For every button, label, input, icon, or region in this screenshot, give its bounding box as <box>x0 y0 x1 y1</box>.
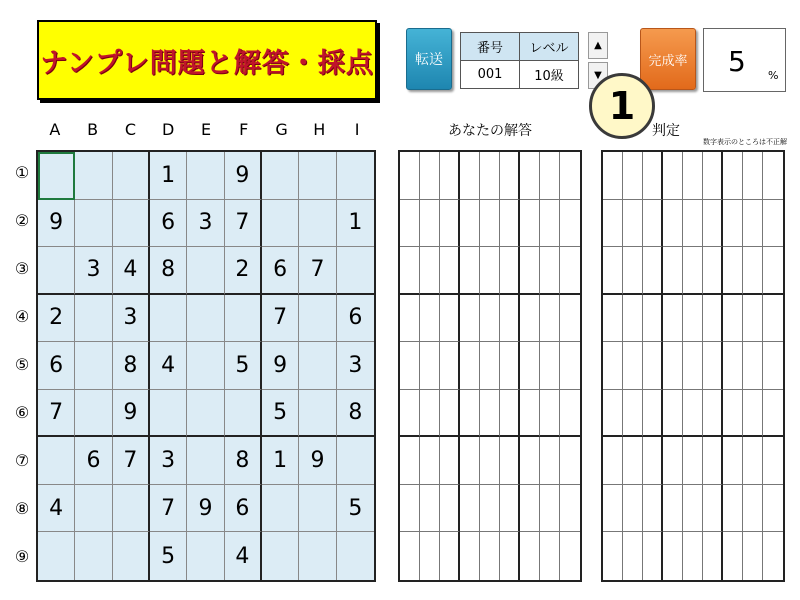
completion-rate-unit: % <box>768 69 779 82</box>
judge-cell <box>743 152 763 200</box>
answer-cell[interactable] <box>480 437 500 485</box>
answer-cell[interactable] <box>440 485 460 533</box>
row-header-2: ② <box>14 211 30 230</box>
judge-cell <box>623 247 643 295</box>
answer-cell[interactable] <box>560 437 580 485</box>
puzzle-cell[interactable] <box>225 390 262 438</box>
answer-cell[interactable] <box>440 152 460 200</box>
judge-cell <box>643 485 663 533</box>
puzzle-cell[interactable] <box>150 295 187 343</box>
judge-cell <box>663 152 683 200</box>
answer-cell[interactable] <box>540 247 560 295</box>
answer-cell[interactable] <box>480 295 500 343</box>
judge-cell <box>643 152 663 200</box>
judge-cell <box>683 295 703 343</box>
judge-cell <box>663 342 683 390</box>
judge-cell <box>623 532 643 580</box>
puzzle-cell[interactable]: 9 <box>113 390 150 438</box>
puzzle-cell[interactable] <box>337 437 374 485</box>
puzzle-cell[interactable] <box>337 247 374 295</box>
puzzle-cell[interactable]: 2 <box>225 247 262 295</box>
judge-cell <box>683 437 703 485</box>
puzzle-cell[interactable]: 5 <box>337 485 374 533</box>
completion-rate-button[interactable]: 完成率 <box>640 28 696 90</box>
judge-cell <box>743 295 763 343</box>
puzzle-cell[interactable]: 7 <box>299 247 336 295</box>
puzzle-cell[interactable]: 3 <box>187 200 224 248</box>
puzzle-cell[interactable]: 8 <box>113 342 150 390</box>
judge-cell <box>743 485 763 533</box>
puzzle-cell[interactable]: 6 <box>75 437 112 485</box>
answer-cell[interactable] <box>520 532 540 580</box>
completion-rate-box <box>703 28 786 92</box>
judge-cell <box>623 342 643 390</box>
answer-cell[interactable] <box>500 485 520 533</box>
puzzle-cell[interactable] <box>299 342 336 390</box>
judge-grid <box>601 150 785 582</box>
puzzle-cell[interactable] <box>299 532 336 580</box>
answer-cell[interactable] <box>440 532 460 580</box>
puzzle-cell[interactable]: 1 <box>337 200 374 248</box>
puzzle-cell[interactable] <box>75 152 112 200</box>
answer-cell[interactable] <box>520 390 540 438</box>
judge-cell <box>603 532 623 580</box>
judge-cell <box>643 437 663 485</box>
judge-cell <box>743 247 763 295</box>
judge-cell <box>763 295 783 343</box>
judge-cell <box>663 200 683 248</box>
puzzle-cell[interactable]: 8 <box>150 247 187 295</box>
judge-cell <box>663 437 683 485</box>
column-header-g: G <box>275 120 288 139</box>
answer-cell[interactable] <box>460 200 480 248</box>
judge-cell <box>743 390 763 438</box>
judge-cell <box>743 437 763 485</box>
answer-cell[interactable] <box>460 437 480 485</box>
row-header-6: ⑥ <box>14 403 30 422</box>
answer-cell[interactable] <box>500 247 520 295</box>
puzzle-cell[interactable] <box>299 152 336 200</box>
answer-cell[interactable] <box>400 152 420 200</box>
level-header: レベル <box>520 33 579 61</box>
judge-cell <box>763 152 783 200</box>
answer-cell[interactable] <box>460 532 480 580</box>
puzzle-cell[interactable]: 9 <box>262 342 299 390</box>
puzzle-cell[interactable]: 3 <box>150 437 187 485</box>
judge-cell <box>723 295 743 343</box>
answer-cell[interactable] <box>420 485 440 533</box>
answer-cell[interactable] <box>440 295 460 343</box>
answer-cell[interactable] <box>540 485 560 533</box>
column-header-a: A <box>49 120 61 139</box>
judge-cell <box>703 532 723 580</box>
judge-title: 判定 <box>652 123 680 139</box>
level-value[interactable]: 10級 <box>520 61 579 89</box>
puzzle-cell[interactable]: 5 <box>225 342 262 390</box>
judge-cell <box>603 485 623 533</box>
answer-cell[interactable] <box>420 342 440 390</box>
answer-cell[interactable] <box>440 437 460 485</box>
answer-cell[interactable] <box>400 485 420 533</box>
judge-cell <box>603 200 623 248</box>
number-value[interactable]: 001 <box>461 61 520 89</box>
judge-cell <box>703 485 723 533</box>
judge-cell <box>603 437 623 485</box>
judge-cell <box>643 342 663 390</box>
answer-cell[interactable] <box>520 200 540 248</box>
answer-cell[interactable] <box>440 342 460 390</box>
puzzle-cell[interactable]: 6 <box>225 485 262 533</box>
puzzle-cell[interactable]: 7 <box>262 295 299 343</box>
answer-cell[interactable] <box>540 390 560 438</box>
judge-cell <box>663 247 683 295</box>
judge-cell <box>763 390 783 438</box>
answer-cell[interactable] <box>420 437 440 485</box>
answer-cell[interactable] <box>520 485 540 533</box>
column-header-c: C <box>124 120 137 139</box>
puzzle-cell[interactable]: 6 <box>150 200 187 248</box>
puzzle-cell[interactable]: 9 <box>299 437 336 485</box>
judge-cell <box>723 342 743 390</box>
answer-cell[interactable] <box>460 247 480 295</box>
row-header-8: ⑧ <box>14 499 30 518</box>
answer-cell[interactable] <box>560 342 580 390</box>
judge-cell <box>723 437 743 485</box>
column-header-b: B <box>87 120 99 139</box>
puzzle-cell[interactable] <box>113 152 150 200</box>
puzzle-cell[interactable] <box>75 295 112 343</box>
answer-cell[interactable] <box>540 532 560 580</box>
judge-note: 数字表示のところは不正解 <box>703 138 787 146</box>
puzzle-cell[interactable] <box>113 532 150 580</box>
puzzle-cell[interactable]: 5 <box>262 390 299 438</box>
answer-cell[interactable] <box>400 295 420 343</box>
judge-cell <box>683 200 703 248</box>
puzzle-cell[interactable] <box>225 295 262 343</box>
judge-cell <box>763 437 783 485</box>
puzzle-cell[interactable] <box>299 485 336 533</box>
answer-cell[interactable] <box>520 342 540 390</box>
answer-cell[interactable] <box>480 200 500 248</box>
puzzle-cell[interactable]: 2 <box>38 295 75 343</box>
judge-cell <box>743 200 763 248</box>
puzzle-cell[interactable]: 4 <box>38 485 75 533</box>
puzzle-cell[interactable] <box>187 390 224 438</box>
answer-grid <box>398 150 582 582</box>
judge-cell <box>743 342 763 390</box>
answer-cell[interactable] <box>520 437 540 485</box>
answer-cell[interactable] <box>460 295 480 343</box>
puzzle-cell[interactable]: 4 <box>225 532 262 580</box>
judge-cell <box>703 247 723 295</box>
puzzle-cell[interactable] <box>337 532 374 580</box>
answer-cell[interactable] <box>500 152 520 200</box>
answer-cell[interactable] <box>440 247 460 295</box>
puzzle-cell[interactable] <box>337 152 374 200</box>
puzzle-cell[interactable] <box>75 200 112 248</box>
judge-cell <box>663 485 683 533</box>
judge-cell <box>683 532 703 580</box>
judge-cell <box>643 200 663 248</box>
judge-cell <box>623 390 643 438</box>
puzzle-cell[interactable]: 6 <box>337 295 374 343</box>
judge-cell <box>683 342 703 390</box>
judge-cell <box>763 247 783 295</box>
judge-cell <box>723 152 743 200</box>
answer-cell[interactable] <box>540 200 560 248</box>
puzzle-cell[interactable]: 6 <box>38 342 75 390</box>
answer-cell[interactable] <box>480 390 500 438</box>
answer-cell[interactable] <box>560 295 580 343</box>
judge-cell <box>623 200 643 248</box>
step-number-badge: 1 <box>589 73 655 139</box>
answer-cell[interactable] <box>540 152 560 200</box>
puzzle-cell[interactable]: 3 <box>75 247 112 295</box>
judge-cell <box>623 437 643 485</box>
puzzle-cell[interactable] <box>187 152 224 200</box>
puzzle-cell[interactable] <box>299 295 336 343</box>
answer-cell[interactable] <box>560 152 580 200</box>
puzzle-cell[interactable]: 3 <box>337 342 374 390</box>
answer-cell[interactable] <box>480 485 500 533</box>
puzzle-cell[interactable]: 4 <box>113 247 150 295</box>
answer-cell[interactable] <box>520 247 540 295</box>
answer-cell[interactable] <box>440 200 460 248</box>
puzzle-cell[interactable] <box>38 152 75 200</box>
answer-cell[interactable] <box>560 532 580 580</box>
answer-cell[interactable] <box>400 390 420 438</box>
judge-cell <box>763 200 783 248</box>
puzzle-cell[interactable]: 9 <box>187 485 224 533</box>
judge-cell <box>623 152 643 200</box>
puzzle-cell[interactable] <box>187 437 224 485</box>
answer-cell[interactable] <box>400 200 420 248</box>
answer-cell[interactable] <box>500 437 520 485</box>
judge-cell <box>663 295 683 343</box>
answer-cell[interactable] <box>540 437 560 485</box>
answer-cell[interactable] <box>480 152 500 200</box>
puzzle-info-table <box>460 32 579 89</box>
answer-cell[interactable] <box>540 342 560 390</box>
answer-cell[interactable] <box>540 295 560 343</box>
answer-cell[interactable] <box>420 152 440 200</box>
judge-cell <box>723 485 743 533</box>
judge-cell <box>683 152 703 200</box>
answer-cell[interactable] <box>460 390 480 438</box>
puzzle-cell[interactable]: 3 <box>113 295 150 343</box>
puzzle-cell[interactable]: 1 <box>150 152 187 200</box>
completion-rate-value: 5 <box>728 45 746 78</box>
answer-cell[interactable] <box>400 437 420 485</box>
answer-cell[interactable] <box>480 342 500 390</box>
answer-cell[interactable] <box>500 390 520 438</box>
judge-cell <box>763 342 783 390</box>
page-title: ナンプレ問題と解答・採点 <box>40 47 374 79</box>
judge-cell <box>603 152 623 200</box>
puzzle-cell[interactable] <box>262 532 299 580</box>
answer-cell[interactable] <box>480 247 500 295</box>
answer-cell[interactable] <box>420 295 440 343</box>
puzzle-cell[interactable] <box>38 247 75 295</box>
puzzle-cell[interactable]: 7 <box>225 200 262 248</box>
row-header-4: ④ <box>14 307 30 326</box>
puzzle-cell[interactable]: 7 <box>113 437 150 485</box>
judge-cell <box>643 532 663 580</box>
puzzle-cell[interactable] <box>75 342 112 390</box>
judge-cell <box>723 390 743 438</box>
judge-cell <box>623 485 643 533</box>
answer-cell[interactable] <box>520 295 540 343</box>
puzzle-cell[interactable]: 8 <box>225 437 262 485</box>
answer-cell[interactable] <box>460 485 480 533</box>
answer-cell[interactable] <box>400 532 420 580</box>
puzzle-cell[interactable]: 8 <box>337 390 374 438</box>
judge-cell <box>663 390 683 438</box>
puzzle-cell[interactable] <box>262 200 299 248</box>
puzzle-cell[interactable] <box>38 437 75 485</box>
column-header-i: I <box>354 120 360 139</box>
judge-cell <box>703 152 723 200</box>
judge-cell <box>703 390 723 438</box>
puzzle-cell[interactable] <box>187 247 224 295</box>
answer-cell[interactable] <box>420 200 440 248</box>
judge-cell <box>643 295 663 343</box>
answer-cell[interactable] <box>400 247 420 295</box>
puzzle-cell[interactable] <box>75 485 112 533</box>
puzzle-cell[interactable] <box>262 152 299 200</box>
answer-cell[interactable] <box>460 342 480 390</box>
answer-cell[interactable] <box>420 532 440 580</box>
column-header-h: H <box>313 120 326 139</box>
judge-cell <box>703 437 723 485</box>
judge-cell <box>683 247 703 295</box>
puzzle-cell[interactable] <box>187 295 224 343</box>
judge-cell <box>703 342 723 390</box>
answer-cell[interactable] <box>480 532 500 580</box>
answer-cell[interactable] <box>520 152 540 200</box>
judge-cell <box>723 200 743 248</box>
puzzle-cell[interactable]: 7 <box>150 485 187 533</box>
answer-cell[interactable] <box>500 342 520 390</box>
judge-cell <box>663 532 683 580</box>
puzzle-cell[interactable] <box>187 342 224 390</box>
puzzle-cell[interactable] <box>299 390 336 438</box>
judge-cell <box>603 295 623 343</box>
puzzle-cell[interactable] <box>187 532 224 580</box>
spinner-up-button[interactable]: ▲ <box>588 32 608 59</box>
judge-cell <box>703 295 723 343</box>
answer-cell[interactable] <box>460 152 480 200</box>
judge-cell <box>683 485 703 533</box>
answer-cell[interactable] <box>500 200 520 248</box>
puzzle-cell[interactable]: 4 <box>150 342 187 390</box>
answer-cell[interactable] <box>560 200 580 248</box>
row-header-1: ① <box>14 163 30 182</box>
answer-title: あなたの解答 <box>448 123 532 139</box>
judge-cell <box>683 390 703 438</box>
answer-cell[interactable] <box>420 390 440 438</box>
puzzle-cell[interactable]: 9 <box>38 200 75 248</box>
number-header: 番号 <box>461 33 520 61</box>
judge-cell <box>743 532 763 580</box>
judge-cell <box>723 247 743 295</box>
puzzle-cell[interactable] <box>113 485 150 533</box>
judge-cell <box>643 247 663 295</box>
answer-cell[interactable] <box>420 247 440 295</box>
answer-cell[interactable] <box>500 532 520 580</box>
judge-cell <box>623 295 643 343</box>
column-header-f: F <box>239 120 249 139</box>
judge-cell <box>603 247 623 295</box>
judge-cell <box>763 532 783 580</box>
title-banner <box>37 20 377 100</box>
answer-cell[interactable] <box>400 342 420 390</box>
answer-cell[interactable] <box>500 295 520 343</box>
judge-cell <box>603 390 623 438</box>
puzzle-cell[interactable]: 1 <box>262 437 299 485</box>
puzzle-cell[interactable]: 9 <box>225 152 262 200</box>
judge-cell <box>603 342 623 390</box>
column-header-d: D <box>162 120 175 139</box>
answer-cell[interactable] <box>560 485 580 533</box>
judge-cell <box>763 485 783 533</box>
column-header-e: E <box>200 120 212 139</box>
puzzle-cell[interactable] <box>75 532 112 580</box>
puzzle-cell[interactable] <box>113 200 150 248</box>
row-header-3: ③ <box>14 259 30 278</box>
send-button[interactable]: 転送 <box>406 28 452 90</box>
puzzle-cell[interactable]: 6 <box>262 247 299 295</box>
puzzle-cell[interactable]: 5 <box>150 532 187 580</box>
answer-cell[interactable] <box>440 390 460 438</box>
puzzle-cell[interactable]: 7 <box>38 390 75 438</box>
puzzle-cell[interactable] <box>299 200 336 248</box>
puzzle-cell[interactable] <box>150 390 187 438</box>
judge-cell <box>723 532 743 580</box>
puzzle-cell[interactable] <box>75 390 112 438</box>
puzzle-grid <box>36 150 376 582</box>
answer-cell[interactable] <box>560 390 580 438</box>
spinner-down-button[interactable]: ▼ <box>588 62 608 89</box>
puzzle-cell[interactable] <box>38 532 75 580</box>
judge-cell <box>703 200 723 248</box>
judge-cell <box>643 390 663 438</box>
row-header-9: ⑨ <box>14 547 30 566</box>
row-header-7: ⑦ <box>14 451 30 470</box>
row-header-5: ⑤ <box>14 355 30 374</box>
puzzle-cell[interactable] <box>262 485 299 533</box>
answer-cell[interactable] <box>560 247 580 295</box>
